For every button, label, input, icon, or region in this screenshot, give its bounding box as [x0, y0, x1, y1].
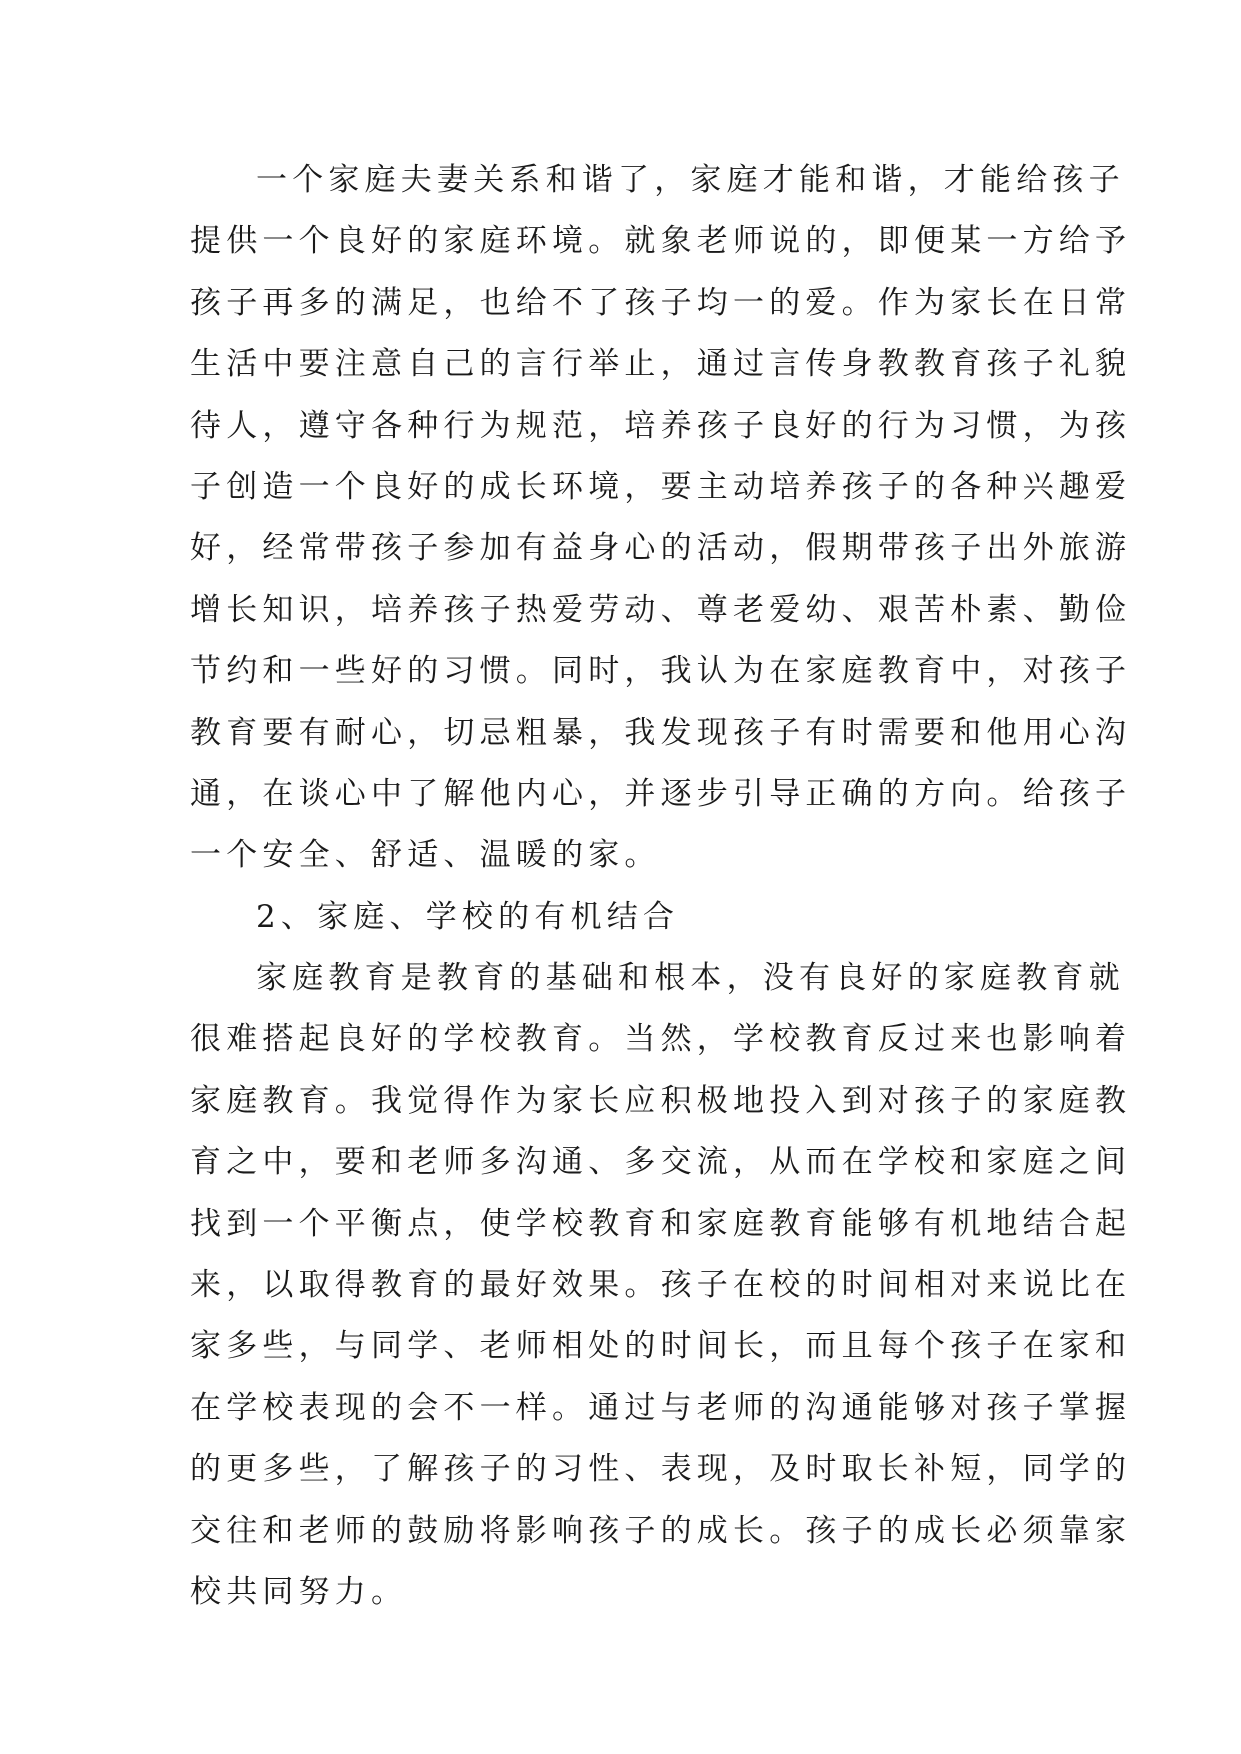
text-line: 的更多些，了解孩子的习性、表现，及时取长补短，同学的 — [190, 1451, 1132, 1488]
paragraph-family-harmony — [190, 150, 1132, 887]
paragraph-home-school — [190, 948, 1132, 1623]
text-line: 家多些，与同学、老师相处的时间长，而且每个孩子在家和 — [190, 1328, 1132, 1365]
text-line: 生活中要注意自己的言行举止，通过言传身教教育孩子礼貌 — [190, 346, 1132, 383]
text-line: 很难搭起良好的学校教育。当然，学校教育反过来也影响着 — [190, 1021, 1132, 1058]
text-line: 一个家庭夫妻关系和谐了，家庭才能和谐，才能给孩子 — [256, 162, 1125, 198]
text-line: 节约和一些好的习惯。同时，我认为在家庭教育中，对孩子 — [190, 653, 1132, 690]
text-line: 孩子再多的满足，也给不了孩子均一的爱。作为家长在日常 — [190, 284, 1132, 321]
text-line: 增长知识，培养孩子热爱劳动、尊老爱幼、艰苦朴素、勤俭 — [190, 591, 1132, 628]
text-line: 家庭教育是教育的基础和根本，没有良好的家庭教育就 — [256, 960, 1125, 997]
text-line: 育之中，要和老师多沟通、多交流，从而在学校和家庭之间 — [190, 1144, 1132, 1181]
text-line: 提供一个良好的家庭环境。就象老师说的，即便某一方给予 — [190, 223, 1132, 260]
text-line: 家庭教育。我觉得作为家长应积极地投入到对孩子的家庭教 — [190, 1082, 1132, 1119]
text-line: 教育要有耐心，切忌粗暴，我发现孩子有时需要和他用心沟 — [190, 714, 1132, 751]
text-line: 找到一个平衡点，使学校教育和家庭教育能够有机地结合起 — [190, 1205, 1132, 1242]
section-heading: 2、家庭、学校的有机结合 — [256, 898, 680, 935]
text-line: 好，经常带孩子参加有益身心的活动，假期带孩子出外旅游 — [190, 530, 1132, 567]
text-line: 来，以取得教育的最好效果。孩子在校的时间相对来说比在 — [190, 1267, 1132, 1304]
text-line: 待人，遵守各种行为规范，培养孩子良好的行为习惯，为孩 — [190, 407, 1132, 444]
text-line: 交往和老师的鼓励将影响孩子的成长。孩子的成长必须靠家 — [190, 1512, 1132, 1549]
text-line: 通，在谈心中了解他内心，并逐步引导正确的方向。给孩子 — [190, 775, 1132, 812]
text-line: 校共同努力。 — [190, 1573, 408, 1610]
document-page — [190, 150, 1132, 1623]
text-line: 子创造一个良好的成长环境，要主动培养孩子的各种兴趣爱 — [190, 468, 1132, 505]
text-line: 在学校表现的会不一样。通过与老师的沟通能够对孩子掌握 — [190, 1389, 1132, 1426]
text-line: 一个安全、舒适、温暖的家。 — [190, 837, 661, 874]
